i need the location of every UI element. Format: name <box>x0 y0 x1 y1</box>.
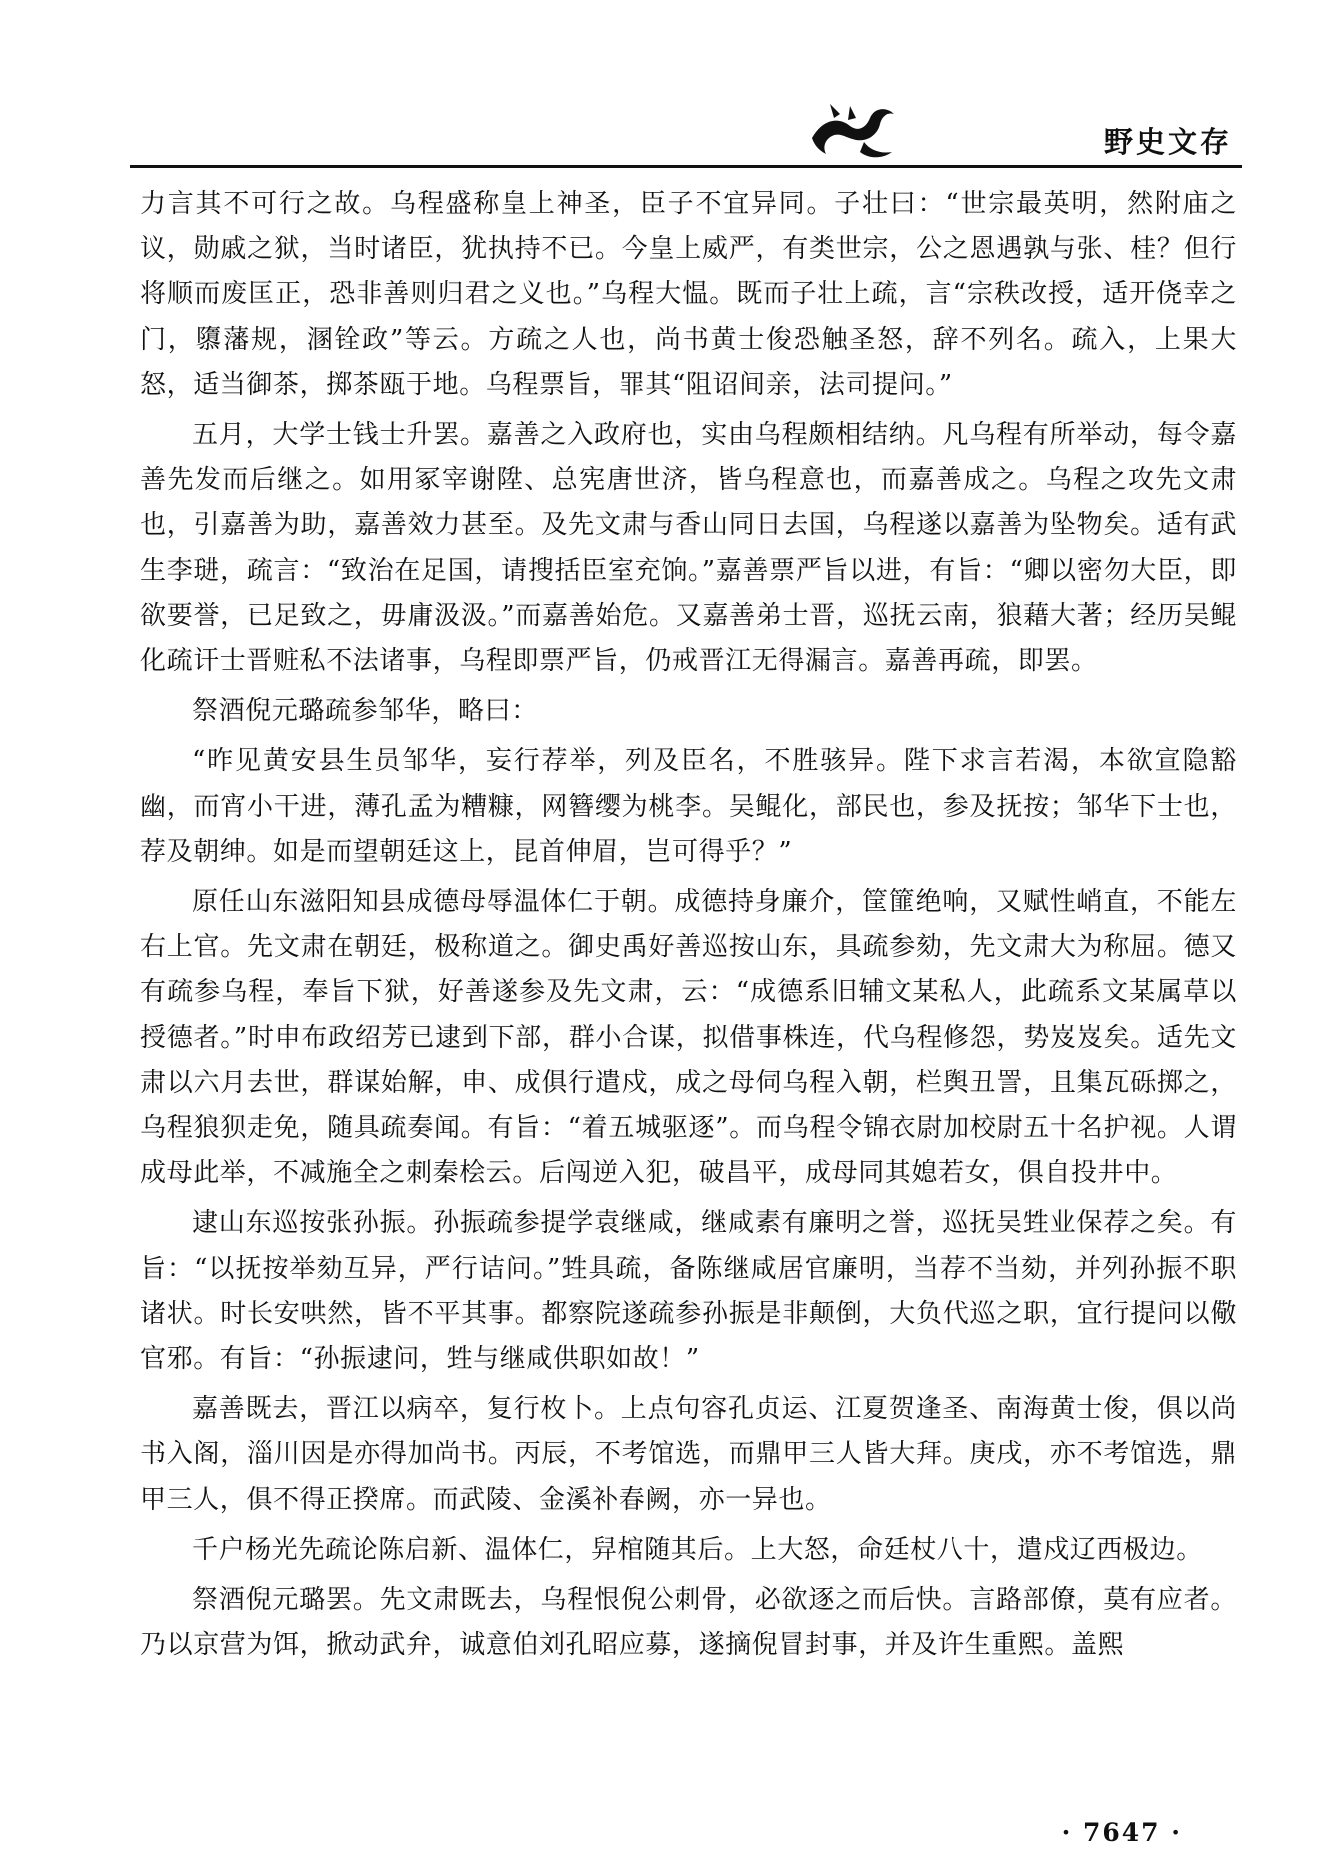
paragraph: 千户杨光先疏论陈启新、温体仁，舁棺随其后。上大怒，命廷杖八十，遣戍辽西极边。 <box>192 1534 1203 1565</box>
running-header <box>130 104 1242 168</box>
paragraph: 嘉善既去，晋江以病卒，复行枚卜。上点句容孔贞运、江夏贺逢圣、南海黄士俊，俱以尚书入阁，淄川因是亦得加尚书。丙辰，不考馆选，而鼎甲三人皆大拜。庚戌，亦不考馆选，鼎甲三人，俱不得正揆席。而武陵、金溪补春阙，亦一异也。 <box>140 1394 1237 1515</box>
header-rule <box>130 165 1242 168</box>
paragraph: 原任山东滋阳知县成德母辱温体仁于朝。成德持身廉介，筐篚绝响，又赋性峭直，不能左右上官。先文肃在朝廷，极称道之。御史禹好善巡按山东，具疏参劾，先文肃大为称屈。德又有疏参乌程，奉旨下狱，好善遂参及先文肃，云：“成德系旧辅文某私人，此疏系文某属草以授德者。”时申布政绍芳已逮到下部，群小合谋，拟借事株连，代乌程修怨，势岌岌矣。适先文肃以六月去世，群谋始解，申、成俱行遣戍，成之母伺乌程入朝，栏舆丑詈，且集瓦砾掷之，乌程狼狈走免，随具疏奏闻。有旨：“着五城驱逐”。而乌程令锦衣尉加校尉五十名护视。人谓成母此举，不减施全之刺秦桧云。后闯逆入犯，破昌平，成母同其媳若女，俱自投井中。 <box>140 887 1237 1189</box>
paragraph: 力言其不可行之故。乌程盛称皇上神圣，臣子不宜异同。子壮曰：“世宗最英明，然附庙之议，勋戚之狱，当时诸臣，犹执持不已。今皇上威严，有类世宗，公之恩遇孰与张、桂？但行将顺而废匡正，恐非善则归君之义也。”乌程大愠。既而子壮上疏，言“宗秩改授，适开侥幸之门，隳藩规，溷铨政”等云。方疏之人也，尚书黄士俊恐触圣怒，辞不列名。疏入，上果大怒，适当御茶，掷茶瓯于地。乌程票旨，罪其“阻诏间亲，法司提问。” <box>140 189 1237 400</box>
paragraph: 祭酒倪元璐疏参邹华，略曰： <box>192 696 538 727</box>
page-number: · 7647 · <box>1061 1818 1182 1847</box>
paragraph: 五月，大学士钱士升罢。嘉善之入政府也，实由乌程颇相结纳。凡乌程有所举动，每令嘉善先发而后继之。如用冢宰谢陞、总宪唐世济，皆乌程意也，而嘉善成之。乌程之攻先文肃也，引嘉善为助，嘉善效力甚至。及先文肃与香山同日去国，乌程遂以嘉善为坠物矣。适有武生李琎，疏言：“致治在足国，请搜括臣室充饷。”嘉善票严旨以进，有旨：“卿以密勿大臣，即欲要誉，已足致之，毋庸汲汲。”而嘉善始危。又嘉善弟士晋，巡抚云南，狼藉大著；经历吴鲲化疏讦士晋赃私不法诸事，乌程即票严旨，仍戒晋江无得漏言。嘉善再疏，即罢。 <box>140 420 1237 677</box>
paragraph: “昨见黄安县生员邹华，妄行荐举，列及臣名，不胜骇异。陛下求言若渴，本欲宣隐豁幽，而宵小干进，薄孔孟为糟糠，网簪缨为桃李。吴鲲化，部民也，参及抚按；邹华下士也，荐及朝绅。如是而望朝廷这上，昆首伸眉，岂可得乎？” <box>140 746 1237 867</box>
series-title: 野史文存 <box>1103 125 1232 159</box>
body-text <box>140 182 1237 1674</box>
dragon-emblem-icon <box>804 98 904 164</box>
paragraph: 祭酒倪元璐罢。先文肃既去，乌程恨倪公刺骨，必欲逐之而后快。言路部僚，莫有应者。乃以京营为饵，掀动武弁，诚意伯刘孔昭应募，遂摘倪冒封事，并及许生重熙。盖熙 <box>140 1585 1237 1661</box>
paragraph: 逮山东巡按张孙振。孙振疏参提学袁继咸，继咸素有廉明之誉，巡抚吴甡业保荐之矣。有旨：“以抚按举劾互异，严行诘问。”甡具疏，备陈继咸居官廉明，当荐不当劾，并列孙振不职诸状。时长安哄然，皆不平其事。都察院遂疏参孙振是非颠倒，大负代巡之职，宜行提问以儆官邪。有旨：“孙振逮问，甡与继咸供职如故！” <box>140 1208 1237 1375</box>
